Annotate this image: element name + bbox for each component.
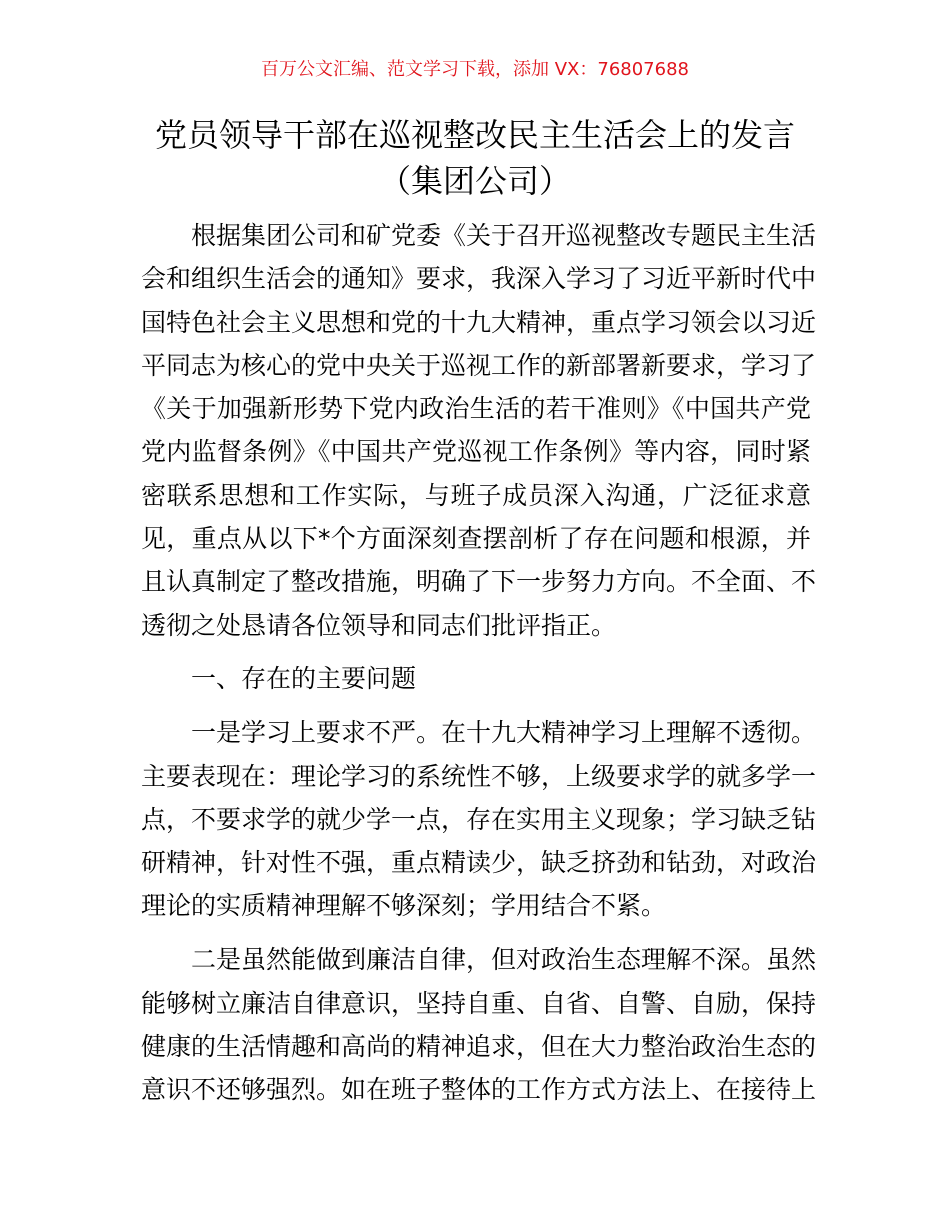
text-line: 党内监督条例》《中国共产党巡视工作条例》等内容，同时紧: [141, 437, 811, 467]
watermark-banner: 百万公文汇编、范文学习下载，添加 VX：76807688: [261, 59, 689, 80]
text-line: 会和组织生活会的通知》要求，我深入学习了习近平新时代中: [141, 264, 817, 294]
document-title: 党员领导干部在巡视整改民主生活会上的发言: [154, 116, 795, 154]
section-heading: [141, 657, 811, 700]
text-line: 密联系思想和工作实际，与班子成员深入沟通，广泛征求意: [141, 480, 811, 510]
paragraph: [141, 214, 817, 647]
text-line: 一是学习上要求不严。在十九大精神学习上理解不透彻。: [191, 718, 817, 748]
text-line: 平同志为核心的党中央关于巡视工作的新部署新要求，学习了: [141, 350, 817, 380]
text-line: 国特色社会主义思想和党的十九大精神，重点学习领会以习近: [141, 307, 817, 337]
text-line: 二是虽然能做到廉洁自律，但对政治生态理解不深。虽然: [191, 945, 817, 975]
text-line: 《关于加强新形势下党内政治生活的若干准则》《中国共产党: [141, 394, 811, 424]
text-line: 理论的实质精神理解不够深刻；学用结合不紧。: [141, 891, 667, 921]
paragraph: [141, 938, 817, 1111]
text-line: 健康的生活情趣和高尚的精神追求，但在大力整治政治生态的: [141, 1031, 817, 1061]
text-line: 能够树立廉洁自律意识，坚持自重、自省、自警、自励，保持: [141, 988, 817, 1018]
document-body: [141, 214, 817, 1122]
text-line: 根据集团公司和矿党委《关于召开巡视整改专题民主生活: [191, 221, 817, 250]
text-line: 一、存在的主要问题: [191, 664, 417, 694]
document-subtitle: （集团公司）: [378, 162, 571, 200]
text-line: 透彻之处恳请各位领导和同志们批评指正。: [141, 610, 617, 640]
paragraph: [141, 711, 817, 927]
text-line: 主要表现在：理论学习的系统性不够，上级要求学的就多学一: [141, 761, 817, 791]
text-line: 点，不要求学的就少学一点，存在实用主义现象；学习缺乏钻: [141, 804, 817, 834]
text-line: 见，重点从以下*个方面深刻查摆剖析了存在问题和根源，并: [141, 524, 811, 554]
text-line: 且认真制定了整改措施，明确了下一步努力方向。不全面、不: [141, 567, 817, 597]
text-line: 意识不还够强烈。如在班子整体的工作方式方法上、在接待上: [141, 1075, 817, 1105]
text-line: 研精神，针对性不强，重点精读少，缺乏挤劲和钻劲，对政治: [141, 848, 817, 878]
